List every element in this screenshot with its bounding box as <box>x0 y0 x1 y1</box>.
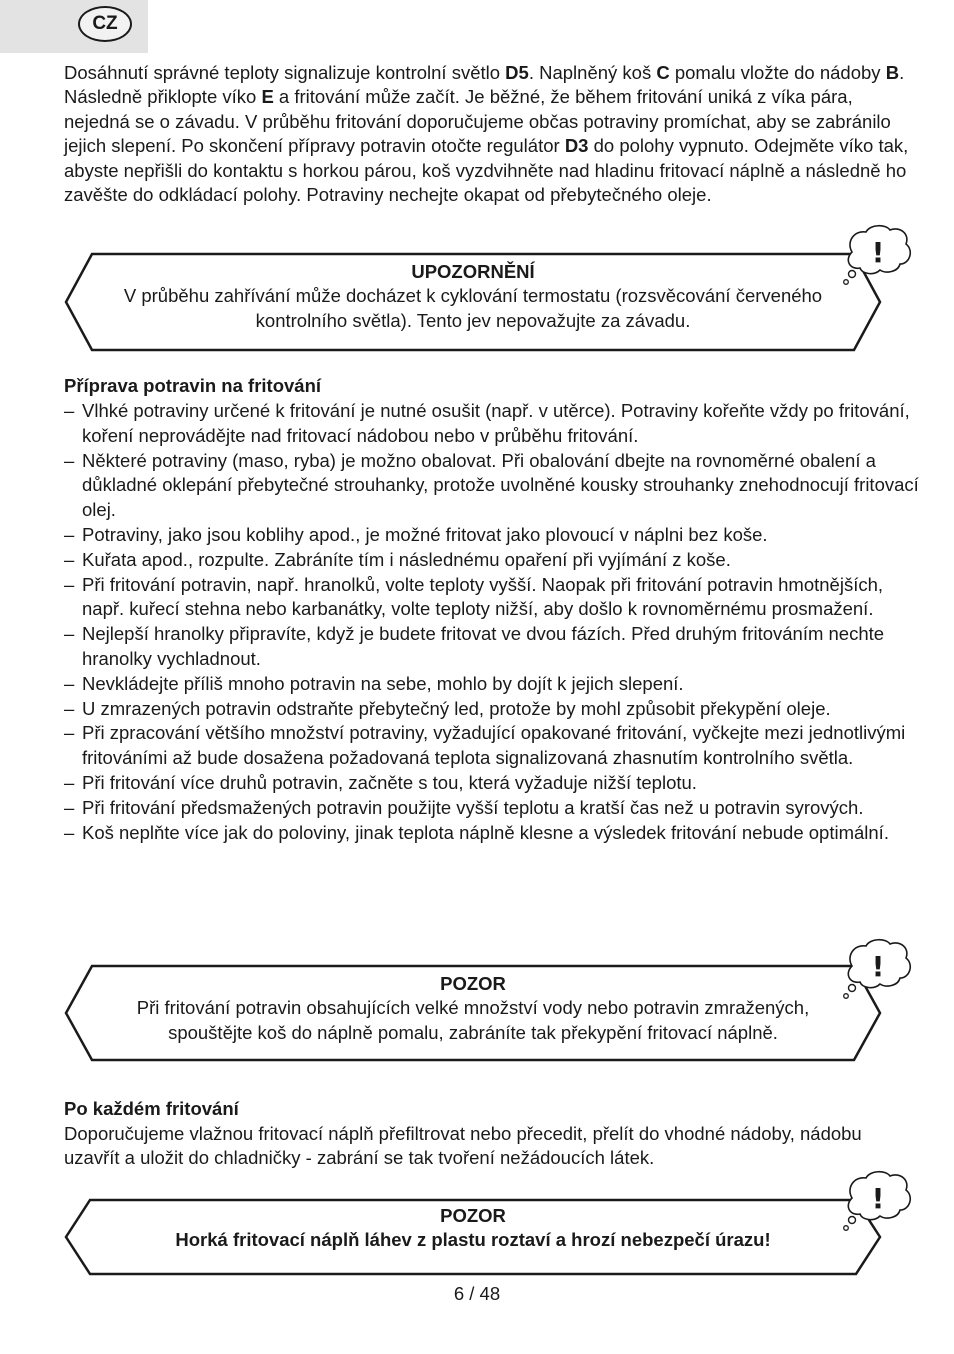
list-item <box>64 622 924 672</box>
list-item-text: Při fritování potravin, např. hranolků, volte teploty vyšší. Naopak při fritování potravin hmotnějších, např. kuřecí stehna nebo karbanátky, volte teploty nižší, aby došlo k rovnoměrnému prosmažení. <box>82 573 884 620</box>
bold-reference: C <box>656 62 670 83</box>
list-item-text: Potraviny, jako jsou koblihy apod., je možné fritovat jako plovoucí v náplni bez koše. <box>82 523 768 545</box>
list-item <box>64 523 924 548</box>
notice-line: V průběhu zahřívání může docházet k cyklování termostatu (rozsvěcování červeného <box>123 285 823 307</box>
warning-notice-3 <box>64 1198 882 1276</box>
warning-notice-2 <box>64 964 882 1062</box>
language-badge: CZ <box>78 6 132 42</box>
text-segment: a fritování může začít. Je běžné, že během fritování uniká z víka pára, nejedná se o závadu. V průběhu fritování doporučujeme občas potraviny promíchat, aby se zabránilo jejich slepení. Po skončení přípravy potravin otočte regulátor <box>64 86 891 157</box>
list-item-text: Nevkládejte příliš mnoho potravin na sebe, mohlo by dojít k jejich slepení. <box>82 672 684 694</box>
list-dash: – <box>64 400 75 421</box>
bold-reference: D5 <box>505 62 529 83</box>
list-item <box>64 697 924 722</box>
list-item <box>64 821 924 846</box>
list-dash: – <box>64 523 75 545</box>
list-dash: – <box>64 722 75 744</box>
list-item <box>64 672 924 697</box>
page-number: 6 / 48 <box>453 1283 501 1304</box>
bold-reference: B <box>885 62 900 83</box>
svg-text:!: ! <box>871 1182 885 1215</box>
bold-reference: D3 <box>564 135 589 157</box>
text-segment: pomalu vložte do nádoby <box>669 62 886 83</box>
list-item-text: Některé potraviny (maso, ryba) je možno obalovat. Při obalování dbejte na rovnoměrné obalení a důkladné oklepání přebytečné strouhanky, protože uvolněné kousky strouhanky znehodnocují fritovací olej. <box>82 449 919 521</box>
list-dash: – <box>64 771 75 793</box>
exclamation-bubble-icon <box>838 1170 914 1234</box>
list-item-text: Kuřata apod., rozpulte. Zabráníte tím i následnému opaření při vyjímání z koše. <box>82 548 731 570</box>
list-item <box>64 548 924 573</box>
list-item-text: Při fritování předsmažených potravin použijte vyšší teplotu a kratší čas než u potravin syrových. <box>82 796 864 818</box>
section-heading-after: Po každém fritování <box>64 1098 239 1119</box>
list-item-text: Vlhké potraviny určené k fritování je nutné osušit (např. v utěrce). Potraviny kořeňte vždy po fritování, koření neprovádějte nad fritovací nádobou nebo v průběhu fritování. <box>82 400 910 446</box>
list-item <box>64 721 924 771</box>
text-segment: . Naplněný koš <box>528 62 657 83</box>
list-dash: – <box>64 796 75 818</box>
list-item-text: Při zpracování většího množství potraviny, vyžadující opakované fritování, vyčkejte mezi jednotlivými fritováními až bude dosažena požadovaná teplota signalizovaná zhasnutím kontrolního světla. <box>82 722 906 769</box>
exclamation-bubble-icon <box>838 224 914 288</box>
list-dash: – <box>64 821 75 843</box>
notice-line: kontrolního světla). Tento jev nepovažujte za závadu. <box>255 309 691 331</box>
intro-paragraph <box>64 61 914 207</box>
list-dash: – <box>64 573 75 595</box>
language-tab <box>0 0 148 53</box>
text-segment: Dosáhnutí správné teploty signalizuje kontrolní světlo <box>64 62 506 83</box>
exclamation-bubble-icon <box>838 938 914 1002</box>
list-dash: – <box>64 623 75 645</box>
notice-title: POZOR <box>440 1205 506 1226</box>
list-item <box>64 449 924 523</box>
list-dash: – <box>64 672 75 694</box>
svg-text:!: ! <box>871 236 885 269</box>
list-item-text: Nejlepší hranolky připravíte, když je budete fritovat ve dvou fázích. Před druhým fritováním nechte hranolky vychladnout. <box>82 623 885 669</box>
list-item <box>64 399 924 449</box>
prep-list <box>64 399 924 845</box>
notice-title: POZOR <box>440 973 506 994</box>
text-segment: . Následně přiklopte víko <box>64 62 905 108</box>
svg-text:!: ! <box>871 950 885 983</box>
text-segment: do polohy vypnuto. Odejměte víko tak, abyste nepřišli do kontaktu s horkou párou, koš vyzdvihněte nad hladinu fritovací náplně a následně ho zavěšte do odkládací polohy. Potraviny nechejte okapat od přebytečného oleje. <box>64 135 909 206</box>
list-item-text: Při fritování více druhů potravin, začněte s tou, která vyžaduje nižší teplotu. <box>82 771 697 793</box>
list-item-text: Koš neplňte více jak do poloviny, jinak teplota náplně klesne a výsledek fritování nebude optimální. <box>82 821 889 843</box>
notice-line: Horká fritovací náplň láhev z plastu roztaví a hrozí nebezpečí úrazu! <box>175 1229 771 1251</box>
list-dash: – <box>64 697 75 719</box>
bold-reference: E <box>261 86 274 108</box>
after-paragraph: Doporučujeme vlažnou fritovací náplň přefiltrovat nebo přecedit, přelít do vhodné nádoby, nádobu uzavřít a uložit do chladničky - zabrání se tak tvoření nežádoucích látek. <box>64 1123 862 1169</box>
warning-notice-1 <box>64 252 882 352</box>
notice-line: spouštějte koš do náplně pomalu, zabráníte tak překypění fritovací náplně. <box>168 1021 778 1043</box>
list-item <box>64 573 924 623</box>
list-item <box>64 796 924 821</box>
notice-line: Při fritování potravin obsahujících velké množství vody nebo potravin zmražených, <box>136 997 810 1019</box>
list-dash: – <box>64 449 75 471</box>
list-dash: – <box>64 548 75 570</box>
list-item <box>64 771 924 796</box>
notice-title: UPOZORNĚNÍ <box>411 261 535 282</box>
list-item-text: U zmrazených potravin odstraňte přebytečný led, protože by mohl způsobit překypění oleje. <box>82 697 831 719</box>
section-heading-prep: Příprava potravin na fritování <box>64 375 322 396</box>
